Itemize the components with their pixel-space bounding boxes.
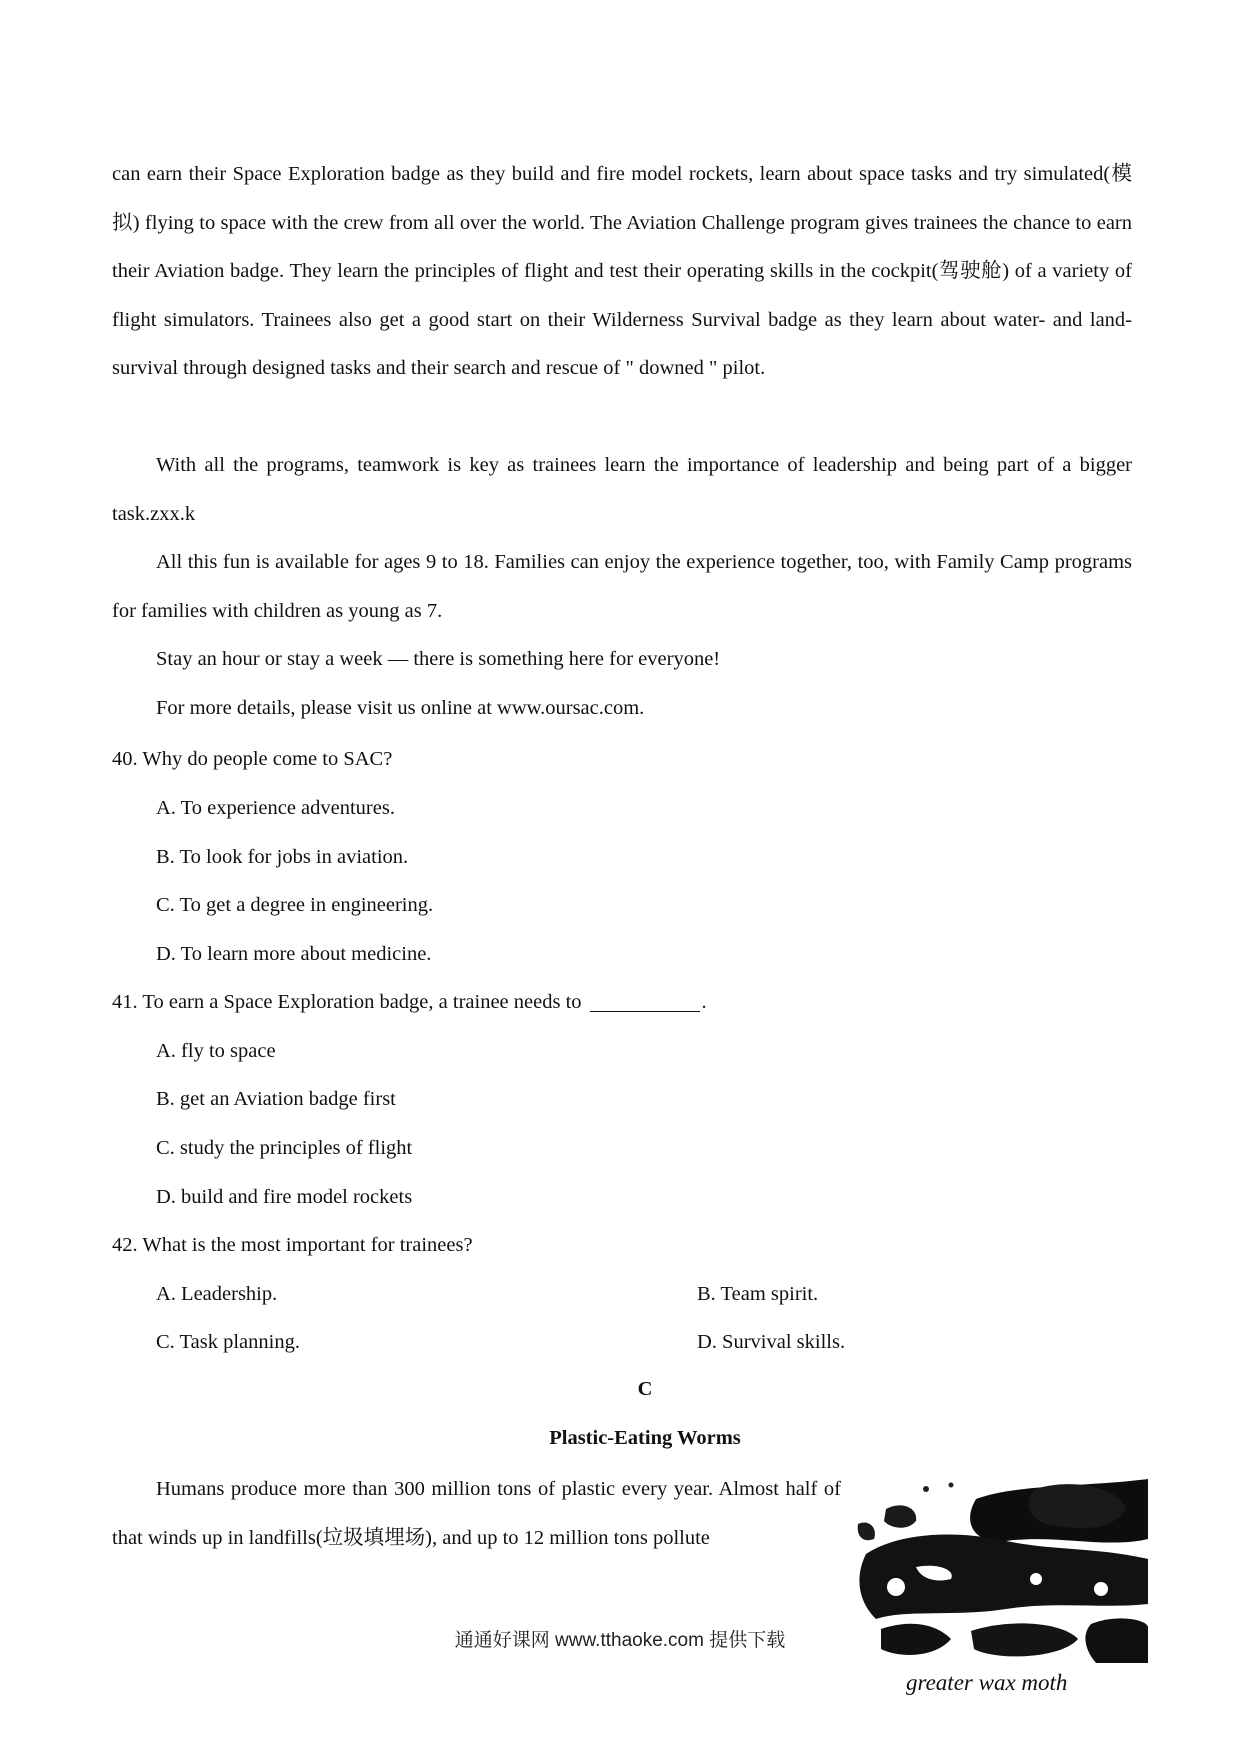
question-41-end: . bbox=[701, 991, 707, 1013]
passage-b-paragraph-4: Stay an hour or stay a week — there is something here for everyone! bbox=[156, 648, 721, 670]
passage-b-paragraph-5: For more details, please visit us online at www.oursac.com. bbox=[156, 697, 645, 719]
passage-c-paragraph-1: Humans produce more than 300 million tons of plastic every year. Almost half of that winds up in landfills(垃圾填埋场), and up to 12 million tons pollute bbox=[112, 1478, 841, 1549]
question-42-stem: 42. What is the most important for trainees? bbox=[112, 1234, 473, 1256]
question-42-option-c: C. Task planning. bbox=[156, 1331, 300, 1353]
figure-caption: greater wax moth bbox=[906, 1670, 1068, 1695]
question-40-option-a: A. To experience adventures. bbox=[156, 797, 395, 819]
question-40-option-c: C. To get a degree in engineering. bbox=[156, 894, 434, 916]
question-42-option-a: A. Leadership. bbox=[156, 1283, 278, 1305]
passage-b-paragraph-3: All this fun is available for ages 9 to 18. Families can enjoy the experience together, too, with Family Camp programs for families with children as young as 7. bbox=[112, 551, 1132, 622]
question-41-option-c: C. study the principles of flight bbox=[156, 1137, 413, 1159]
answer-blank bbox=[590, 991, 700, 1012]
question-41-stem-line bbox=[112, 991, 707, 1014]
passage-b-paragraph-2: With all the programs, teamwork is key as trainees learn the importance of leadership and being part of a bigger task.zxx.k bbox=[112, 454, 1132, 525]
section-letter: C bbox=[637, 1378, 653, 1400]
question-41-option-a: A. fly to space bbox=[156, 1040, 276, 1062]
question-41-stem: 41. To earn a Space Exploration badge, a trainee needs to bbox=[112, 991, 582, 1013]
question-41-option-b: B. get an Aviation badge first bbox=[156, 1088, 396, 1110]
question-40-option-b: B. To look for jobs in aviation. bbox=[156, 846, 409, 868]
passage-title: Plastic-Eating Worms bbox=[549, 1427, 741, 1449]
question-40-stem: 40. Why do people come to SAC? bbox=[112, 748, 393, 770]
watermark: 通通好课网 www.tthaoke.com 提供下载 bbox=[454, 1630, 786, 1651]
question-42-option-b: B. Team spirit. bbox=[697, 1283, 819, 1305]
question-42-option-d: D. Survival skills. bbox=[697, 1331, 846, 1353]
passage-b-paragraph-1: can earn their Space Exploration badge as they build and fire model rockets, learn about space tasks and try simulated(模拟) flying to space with the crew from all over the world. The Aviation Challenge program gives trainees the chance to earn their Aviation badge. They learn the principles of flight and test their operating skills in the cockpit(驾驶舱) of a variety of flight simulators. Trainees also get a good start on their Wilderness Survival badge as they learn about water- and land-survival through designed tasks and their search and rescue of " downed " pilot. bbox=[112, 163, 1132, 380]
question-41-option-d: D. build and fire model rockets bbox=[156, 1186, 413, 1208]
question-40-option-d: D. To learn more about medicine. bbox=[156, 943, 432, 965]
